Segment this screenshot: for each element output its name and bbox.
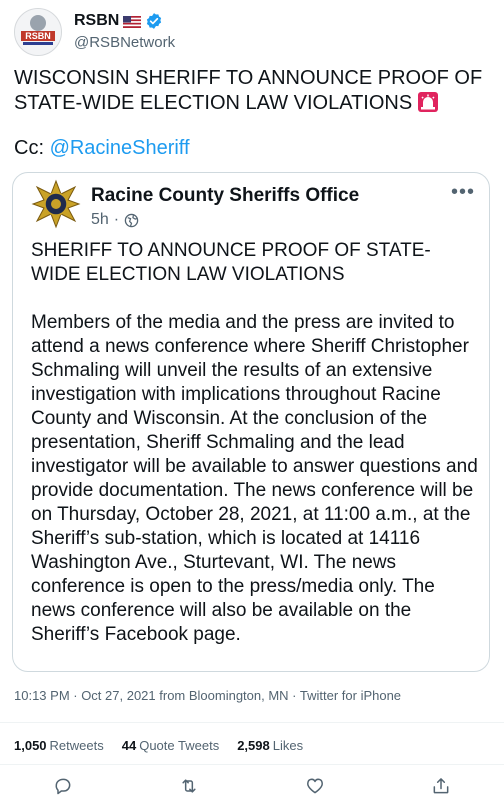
- author-handle[interactable]: @RSBNetwork: [74, 34, 176, 51]
- siren-icon: [418, 92, 438, 112]
- share-button[interactable]: [429, 774, 453, 798]
- tweet-timestamp[interactable]: 10:13 PM · Oct 27, 2021 from Bloomington, MN · Twitter for iPhone: [14, 688, 402, 703]
- verified-badge-icon: [145, 12, 163, 30]
- likes-count: 2,598: [237, 738, 270, 753]
- author-name-line: [74, 12, 163, 30]
- quotes-stat[interactable]: [122, 738, 219, 753]
- quoted-tweet-card[interactable]: [12, 172, 490, 672]
- divider: [0, 722, 504, 723]
- likes-label: Likes: [272, 738, 304, 753]
- quotes-label: Quote Tweets: [139, 738, 220, 753]
- cc-line: [14, 136, 190, 161]
- more-options-icon[interactable]: •••: [450, 181, 475, 203]
- engagement-stats: [14, 738, 303, 753]
- quoted-body: [31, 239, 479, 671]
- sheriff-badge-avatar[interactable]: [31, 179, 81, 229]
- avatar-logo-text: RSBN: [25, 31, 51, 41]
- globe-icon: [124, 213, 139, 228]
- tweet-body-text: WISCONSIN SHERIFF TO ANNOUNCE PROOF OF STATE-WIDE ELECTION LAW VIOLATIONS: [14, 67, 483, 114]
- author-display-name[interactable]: RSBN: [74, 12, 120, 29]
- likes-stat[interactable]: [237, 738, 303, 753]
- quoted-headline: SHERIFF TO ANNOUNCE PROOF OF STATE-WIDE ELECTION LAW VIOLATIONS: [31, 240, 431, 285]
- quoted-meta: [91, 211, 139, 229]
- us-flag-icon: [123, 15, 141, 27]
- author-avatar[interactable]: [14, 8, 62, 56]
- retweet-icon: [179, 776, 199, 796]
- mention-link[interactable]: @RacineSheriff: [49, 137, 190, 159]
- share-icon: [431, 776, 451, 796]
- meta-separator: ·: [113, 211, 120, 228]
- retweet-button[interactable]: [177, 774, 201, 798]
- quoted-paragraph: Members of the media and the press are invited to attend a news conference where Sheriff Christopher Schmaling will unveil the results of an extensive investigation with implications throughout Racine County and Wisconsin. At the conclusion of the presentation, Sheriff Schmaling and the lead investigator will be available to answer questions and provide documentation. The news conference will be on Thursday, October 28, 2021, at 11:00 a.m., at the Sheriff’s sub-station, which is located at 14116 Washington Ave., Sturtevant, WI. The news conference is open to the press/media only. The news conference will also be available on the Sheriff’s Facebook page.: [31, 312, 478, 645]
- like-button[interactable]: [303, 774, 327, 798]
- reply-icon: [53, 776, 73, 796]
- tweet-text: [14, 66, 484, 116]
- retweets-count: 1,050: [14, 738, 47, 753]
- quoted-author-name[interactable]: Racine County Sheriffs Office: [91, 185, 360, 206]
- tweet-header: [12, 6, 492, 54]
- quoted-time[interactable]: 5h: [91, 211, 109, 228]
- cc-prefix: Cc:: [14, 137, 44, 159]
- divider: [0, 764, 504, 765]
- retweets-label: Retweets: [49, 738, 104, 753]
- reply-button[interactable]: [51, 774, 75, 798]
- action-bar: [0, 774, 504, 800]
- retweets-stat[interactable]: [14, 738, 104, 753]
- heart-icon: [305, 776, 325, 796]
- quotes-count: 44: [121, 738, 137, 753]
